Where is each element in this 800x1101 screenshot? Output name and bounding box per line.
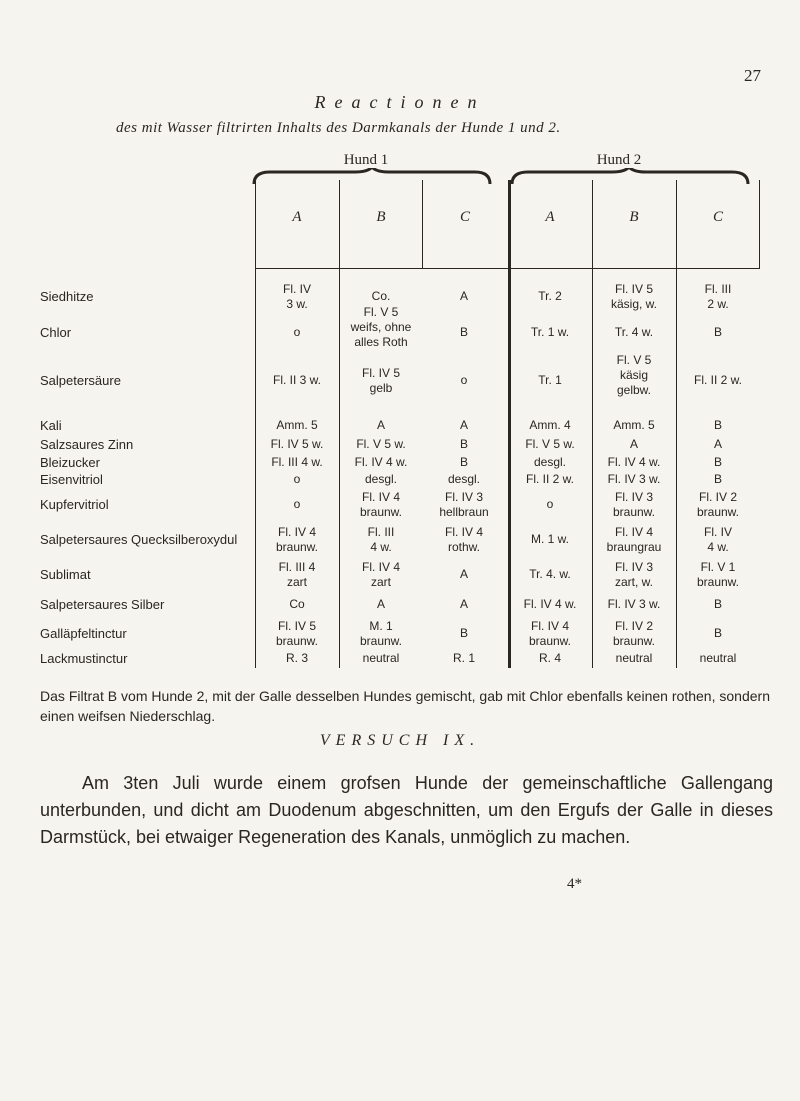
cell-line: alles Roth xyxy=(354,335,408,349)
cell-line: 4 w. xyxy=(707,540,729,554)
cell-line: Tr. 1 xyxy=(538,373,562,387)
column-header-c2: C xyxy=(712,209,723,225)
table-cell xyxy=(677,490,759,520)
cell-line: Amm. 4 xyxy=(529,418,571,432)
cell-line: rothw. xyxy=(447,540,480,554)
table-cell xyxy=(256,437,338,452)
cell-line: Co xyxy=(289,597,305,611)
cell-line: A xyxy=(459,418,468,432)
cell-line: B xyxy=(713,472,722,486)
table-cell xyxy=(423,525,505,555)
row-label xyxy=(40,497,109,512)
signature-mark: 4* xyxy=(567,876,582,892)
section-title: VERSUCH IX. xyxy=(319,732,481,749)
table-cell xyxy=(256,373,338,388)
row-label-text: Eisenvitriol xyxy=(40,472,103,487)
cell-line: Fl. V 5 w. xyxy=(525,437,575,451)
cell-line: braunw. xyxy=(359,634,403,648)
cell-line: Fl. IV 3 w. xyxy=(607,597,661,611)
cell-line: R. 1 xyxy=(452,651,475,665)
cell-line: käsig xyxy=(619,368,648,382)
table-cell xyxy=(340,490,422,520)
cell-line: Fl. IV 5 xyxy=(277,619,316,633)
header-rule xyxy=(255,268,760,269)
cell-line: R. 3 xyxy=(285,651,308,665)
cell-line: braunw. xyxy=(696,505,740,519)
cell-line: A xyxy=(459,597,468,611)
cell-line: Fl. IV 4 w. xyxy=(523,597,577,611)
table-cell xyxy=(593,490,675,520)
table-cell xyxy=(340,418,422,433)
cell-line: A xyxy=(459,289,468,303)
cell-line: B xyxy=(713,626,722,640)
cell-line: Fl. V 5 w. xyxy=(356,437,406,451)
cell-line: A xyxy=(376,418,385,432)
cell-line: A xyxy=(629,437,638,451)
cell-line: 4 w. xyxy=(370,540,392,554)
table-cell xyxy=(510,567,590,582)
table-cell xyxy=(423,597,505,612)
cell-line: zart, w. xyxy=(614,575,653,589)
cell-line: 2 w. xyxy=(707,297,729,311)
cell-line: neutral xyxy=(699,651,737,665)
table-cell xyxy=(677,651,759,666)
cell-line: Fl. IV 2 xyxy=(698,490,737,504)
cell-line: zart xyxy=(370,575,391,589)
cell-line: Fl. IV 3 xyxy=(444,490,483,504)
table-cell xyxy=(423,289,505,304)
cell-line: neutral xyxy=(362,651,400,665)
cell-line: Amm. 5 xyxy=(276,418,318,432)
table-cell xyxy=(340,472,422,487)
cell-line: Amm. 5 xyxy=(613,418,655,432)
table-cell xyxy=(256,472,338,487)
table-cell xyxy=(340,560,422,590)
column-header-b1: B xyxy=(376,209,386,225)
hund-2-heading: Hund 2 xyxy=(596,152,642,168)
cell-line: käsig, w. xyxy=(610,297,658,311)
table-cell xyxy=(256,525,338,555)
table-cell xyxy=(256,325,338,340)
row-label xyxy=(40,532,237,547)
cell-line: braungrau xyxy=(606,540,662,554)
table-cell xyxy=(677,282,759,312)
table-cell xyxy=(677,418,759,433)
table-cell xyxy=(423,418,505,433)
row-label-text: Salpetersaures Silber xyxy=(40,597,165,612)
cell-line: Fl. II 2 w. xyxy=(693,373,742,387)
paragraph: Am 3ten Juli wurde einem grofsen Hunde der gemeinschaftliche Gallengang unterbunden, und dicht am Duodenum abgeschnitten, um den Ergufs der Galle in dieses Darmstück, bei etwaiger Regeneration des Kanals, unmöglich zu machen. xyxy=(40,773,773,847)
table-cell xyxy=(256,455,338,470)
hund-1-heading: Hund 1 xyxy=(343,152,389,168)
table-cell xyxy=(593,597,675,612)
row-label-text: Salpetersäure xyxy=(40,373,121,388)
cell-line: 3 w. xyxy=(286,297,308,311)
cell-line: B xyxy=(713,418,722,432)
table-cell xyxy=(593,472,675,487)
cell-line: Fl. IV 4 xyxy=(361,490,400,504)
cell-line: Fl. IV 4 xyxy=(530,619,569,633)
cell-line: Fl. IV 3 w. xyxy=(607,472,661,486)
cell-line: Fl. IV 4 xyxy=(277,525,316,539)
table-cell xyxy=(340,305,422,350)
table-cell xyxy=(423,567,505,582)
table-cell xyxy=(593,525,675,555)
row-label-text: Lackmustinctur xyxy=(40,651,128,666)
table-cell xyxy=(423,626,505,641)
table-cell xyxy=(340,597,422,612)
cell-line: Fl. IV 3 xyxy=(614,560,653,574)
table-cell xyxy=(256,597,338,612)
page-title: Reactionen xyxy=(314,92,486,112)
cell-line: Fl. IV 4 w. xyxy=(607,455,661,469)
page-number: 27 xyxy=(744,66,761,85)
cell-line: braunw. xyxy=(528,634,572,648)
cell-line: B xyxy=(459,325,468,339)
table-cell xyxy=(510,472,590,487)
cell-line: Tr. 4 w. xyxy=(614,325,654,339)
cell-line: Fl. III xyxy=(704,282,732,296)
table-cell xyxy=(340,366,422,396)
cell-line: Fl. II 3 w. xyxy=(272,373,321,387)
table-cell xyxy=(510,597,590,612)
table-cell xyxy=(340,455,422,470)
cell-line: M. 1 w. xyxy=(530,532,569,546)
row-label xyxy=(40,567,91,582)
row-label xyxy=(40,418,62,433)
cell-line: Fl. III 4 w. xyxy=(271,455,323,469)
table-cell xyxy=(423,455,505,470)
cell-line: o xyxy=(546,497,554,511)
table-cell xyxy=(340,619,422,649)
cell-line: Fl. V 5 xyxy=(616,353,652,367)
cell-line: Fl. IV xyxy=(703,525,732,539)
cell-line: braunw. xyxy=(612,634,656,648)
cell-line: B xyxy=(459,437,468,451)
cell-line: M. 1 xyxy=(369,619,393,633)
table-cell xyxy=(593,619,675,649)
table-cell xyxy=(510,418,590,433)
table-cell xyxy=(510,651,590,666)
column-header-c1: C xyxy=(459,209,470,225)
column-header-b2: B xyxy=(629,209,639,225)
cell-line: Tr. 1 w. xyxy=(530,325,570,339)
table-cell xyxy=(677,437,759,452)
table-cell xyxy=(593,418,675,433)
table-cell xyxy=(256,560,338,590)
cell-line: Fl. IV 4 w. xyxy=(354,455,408,469)
row-label xyxy=(40,651,127,666)
cell-line: gelb xyxy=(369,381,393,395)
cell-line: hellbraun xyxy=(439,505,489,519)
cell-line: Fl. III 4 xyxy=(278,560,316,574)
cell-line: A xyxy=(376,597,385,611)
cell-line: Fl. IV 2 xyxy=(614,619,653,633)
table-cell xyxy=(256,651,338,666)
table-cell xyxy=(510,437,590,452)
table-cell xyxy=(510,497,590,512)
cell-line: B xyxy=(713,597,722,611)
row-label xyxy=(40,437,133,452)
table-subtitle: des mit Wasser filtrirten Inhalts des Darmkanals der Hunde 1 und 2. xyxy=(116,120,561,136)
cell-line: desgl. xyxy=(364,472,398,486)
cell-line: zart xyxy=(286,575,307,589)
row-label-text: Salpetersaures Quecksilberoxydul xyxy=(40,532,238,547)
cell-line: braunw. xyxy=(612,505,656,519)
cell-line: gelbw. xyxy=(616,383,652,397)
table-cell xyxy=(256,418,338,433)
row-label-text: Kali xyxy=(40,418,62,433)
cell-line: Fl. V 1 xyxy=(700,560,736,574)
table-cell xyxy=(677,472,759,487)
cell-line: B xyxy=(459,455,468,469)
table-cell xyxy=(340,289,422,304)
table-cell xyxy=(593,282,675,312)
table-cell xyxy=(677,455,759,470)
table-cell xyxy=(510,289,590,304)
cell-line: A xyxy=(459,567,468,581)
table-cell xyxy=(256,619,338,649)
cell-line: neutral xyxy=(615,651,653,665)
row-label xyxy=(40,289,93,304)
cell-line: o xyxy=(460,373,468,387)
cell-line: Fl. IV 4 xyxy=(444,525,483,539)
table-cell xyxy=(340,437,422,452)
row-label xyxy=(40,455,100,470)
cell-line: braunw. xyxy=(696,575,740,589)
table-cell xyxy=(340,525,422,555)
table-cell xyxy=(677,373,759,388)
table-cell xyxy=(256,282,338,312)
cell-line: braunw. xyxy=(359,505,403,519)
cell-line: Fl. IV 3 xyxy=(614,490,653,504)
grid-line xyxy=(759,180,760,268)
cell-line: braunw. xyxy=(275,540,319,554)
cell-line: B xyxy=(459,626,468,640)
hund-1-brace xyxy=(254,168,490,184)
table-cell xyxy=(423,373,505,388)
table-cell xyxy=(256,497,338,512)
table-cell xyxy=(593,651,675,666)
row-label-text: Siedhitze xyxy=(40,289,94,304)
table-cell xyxy=(593,353,675,398)
cell-line: Fl. IV 5 xyxy=(361,366,400,380)
hund-2-brace xyxy=(512,168,748,184)
table-cell xyxy=(510,373,590,388)
row-label xyxy=(40,597,164,612)
table-cell xyxy=(340,651,422,666)
table-cell xyxy=(593,437,675,452)
cell-line: B xyxy=(713,455,722,469)
cell-line: Tr. 2 xyxy=(538,289,562,303)
table-cell xyxy=(510,325,590,340)
column-header-a2: A xyxy=(545,209,555,225)
table-cell xyxy=(510,619,590,649)
cell-line: desgl. xyxy=(533,455,567,469)
cell-line: o xyxy=(293,497,301,511)
row-label xyxy=(40,472,103,487)
table-cell xyxy=(423,472,505,487)
cell-line: A xyxy=(713,437,722,451)
table-cell xyxy=(677,597,759,612)
row-label xyxy=(40,325,71,340)
table-cell xyxy=(677,560,759,590)
row-label-text: Salzsaures Zinn xyxy=(40,437,134,452)
cell-line: Fl. IV 4 xyxy=(614,525,653,539)
row-label xyxy=(40,373,121,388)
cell-line: desgl. xyxy=(447,472,481,486)
cell-line: Fl. IV 5 w. xyxy=(270,437,324,451)
table-cell xyxy=(423,437,505,452)
row-label-text: Galläpfeltinctur xyxy=(40,626,127,641)
cell-line: Fl. IV xyxy=(282,282,311,296)
cell-line: R. 4 xyxy=(538,651,561,665)
grid-line xyxy=(422,180,423,268)
table-cell xyxy=(593,325,675,340)
cell-line: o xyxy=(293,472,301,486)
cell-line: Tr. 4. w. xyxy=(529,567,571,581)
cell-line: weifs, ohne xyxy=(350,320,412,334)
table-cell xyxy=(423,325,505,340)
table-cell xyxy=(593,560,675,590)
row-label xyxy=(40,626,127,641)
cell-line: B xyxy=(713,325,722,339)
row-label-text: Kupfervitriol xyxy=(40,497,109,512)
row-label-text: Sublimat xyxy=(40,567,91,582)
row-label-text: Bleizucker xyxy=(40,455,100,470)
cell-line: braunw. xyxy=(275,634,319,648)
cell-line: Fl. V 5 xyxy=(363,305,399,319)
row-label-text: Chlor xyxy=(40,325,72,340)
cell-line: Fl. III xyxy=(367,525,395,539)
table-cell xyxy=(677,325,759,340)
table-cell xyxy=(423,490,505,520)
cell-line: Co. xyxy=(371,289,391,303)
cell-line: Fl. IV 4 xyxy=(361,560,400,574)
table-cell xyxy=(510,455,590,470)
cell-line: Fl. IV 5 xyxy=(614,282,653,296)
table-cell xyxy=(510,532,590,547)
table-cell xyxy=(423,651,505,666)
cell-line: Fl. II 2 w. xyxy=(525,472,574,486)
paragraph: Das Filtrat B vom Hunde 2, mit der Galle desselben Hundes gemischt, gab mit Chlor ebenfalls keinen rothen, sondern einen weifsen Niederschlag. xyxy=(40,688,770,724)
table-cell xyxy=(593,455,675,470)
column-header-a1: A xyxy=(292,209,302,225)
table-cell xyxy=(677,626,759,641)
cell-line: o xyxy=(293,325,301,339)
table-cell xyxy=(677,525,759,555)
